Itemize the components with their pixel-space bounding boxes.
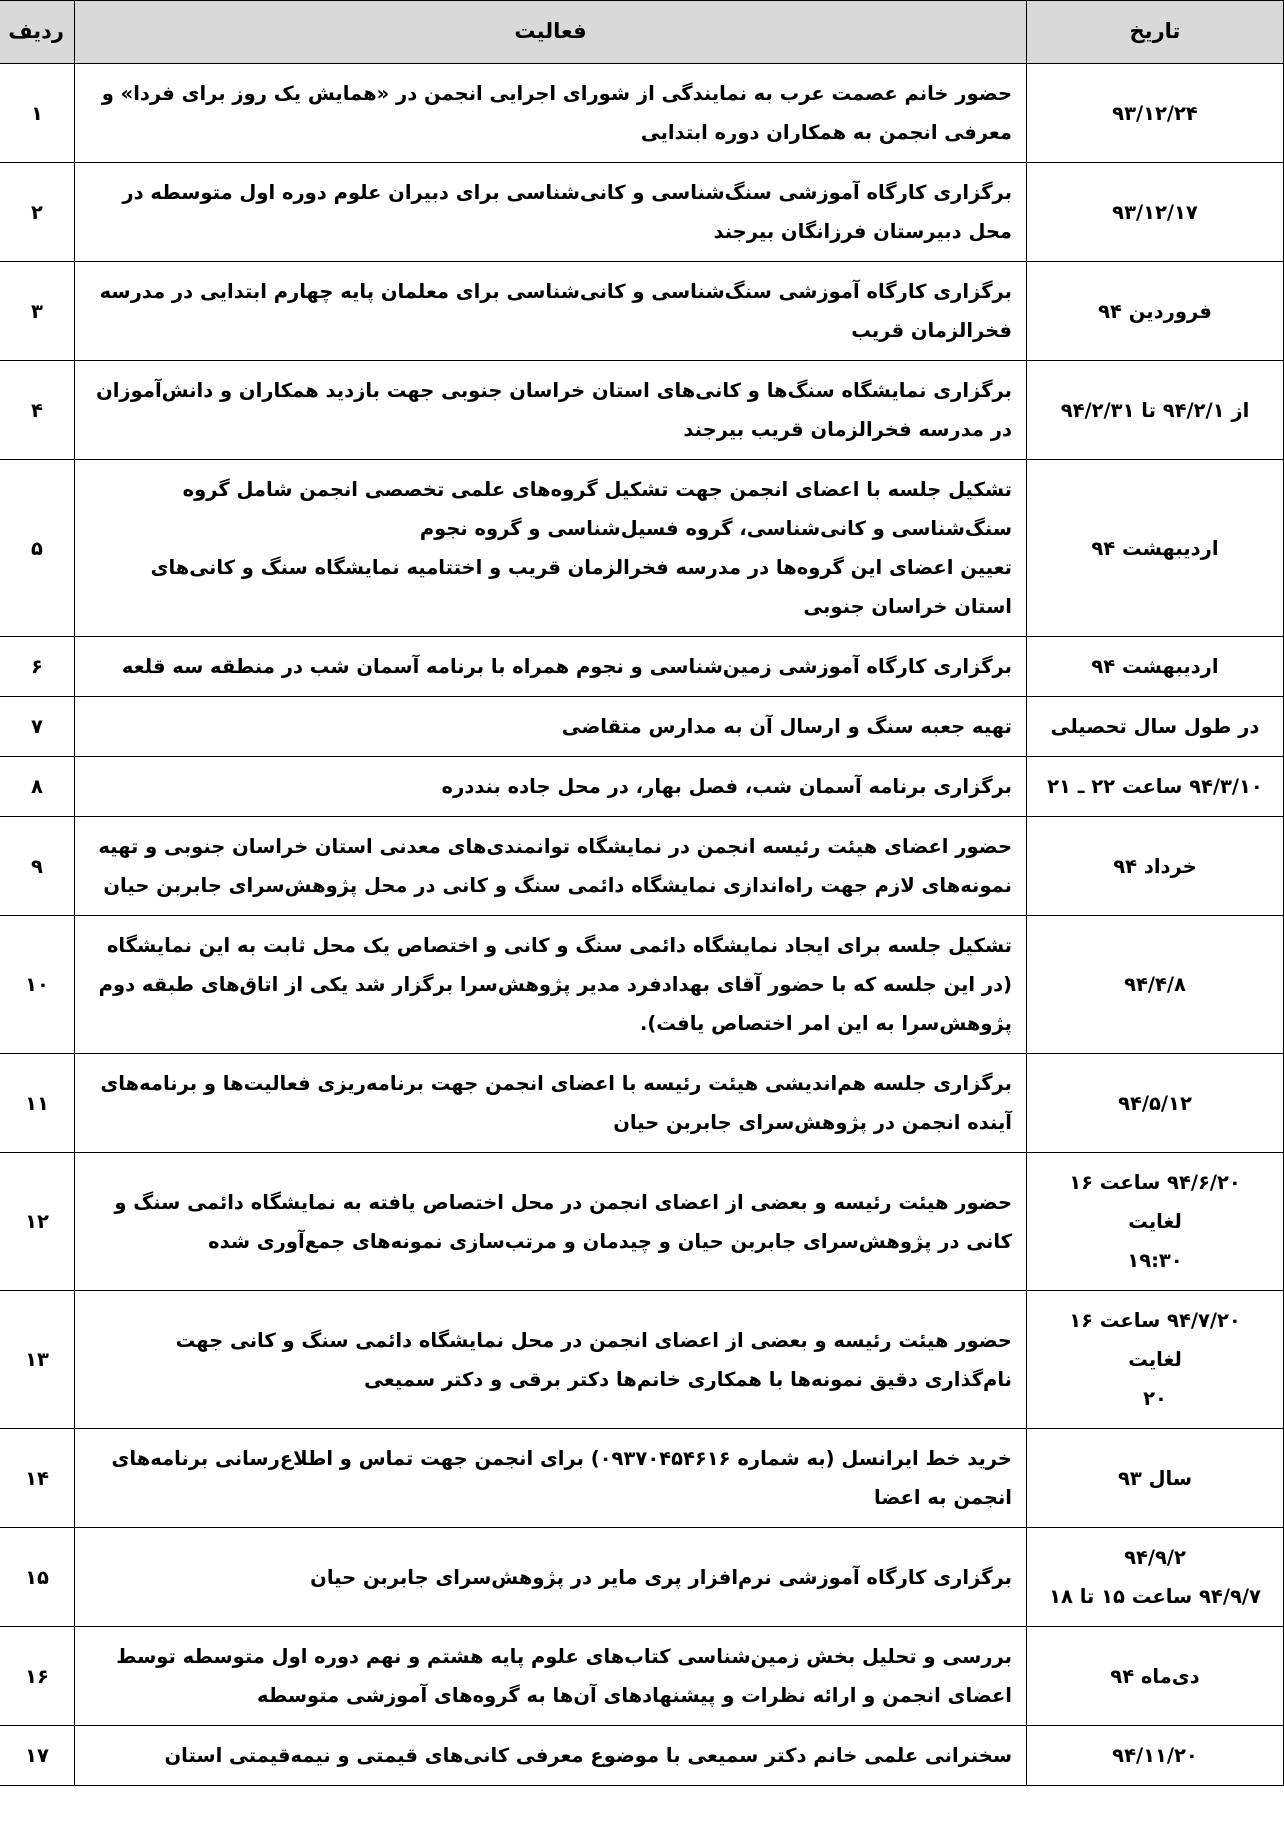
cell-activity [75, 637, 1027, 697]
date-line: اردیبهشت ۹۴ [1091, 655, 1219, 678]
date-line: در طول سال تحصیلی [1050, 715, 1260, 738]
cell-row-number: ۸ [0, 757, 75, 817]
activity-paragraph: حضور هیئت رئیسه و بعضی از اعضای انجمن در محل اختصاص یافته به نمایشگاه دائمی سنگ و کانی در پژوهش‌سرای جابربن حیان و چیدمان و مرتب‌سازی نمونه‌های جمع‌آوری شده [114, 1190, 1012, 1253]
date-line: ۲۰ [1143, 1387, 1167, 1410]
cell-date [1027, 1153, 1284, 1291]
date-line: سال ۹۳ [1117, 1466, 1193, 1490]
table-header-row [0, 1, 1284, 64]
cell-row-number: ۱۲ [0, 1153, 75, 1291]
cell-date [1027, 1627, 1284, 1726]
date-line: ۹۴/۶/۲۰ ساعت ۱۶ لغایت [1069, 1171, 1241, 1233]
date-line: ۹۴/۹/۲ [1124, 1546, 1186, 1569]
cell-row-number: ۹ [0, 817, 75, 916]
activity-paragraph: حضور اعضای هیئت رئیسه انجمن در نمایشگاه توانمندی‌های معدنی استان خراسان جنوبی و تهیه نمونه‌های لازم جهت راه‌اندازی نمایشگاه دائمی سنگ و کانی در محل پژوهش‌سرای جابربن حیان [98, 835, 1012, 897]
activity-paragraph: حضور خانم عصمت عرب به نمایندگی از شورای اجرایی انجمن در «همایش یک روز برای فردا» و معرفی انجمن به همکاران دوره ابتدایی [101, 82, 1012, 144]
table-row [0, 361, 1284, 460]
cell-activity [75, 1627, 1027, 1726]
activity-paragraph: حضور هیئت رئیسه و بعضی از اعضای انجمن در محل نمایشگاه دائمی سنگ و کانی جهت نام‌گذاری دقیق نمونه‌ها با همکاری خانم‌ها دکتر برقی و دکتر سمیعی [175, 1328, 1012, 1391]
cell-row-number: ۱۴ [0, 1429, 75, 1528]
cell-activity [75, 262, 1027, 361]
date-line: ۹۴/۵/۱۲ [1118, 1091, 1192, 1115]
cell-date [1027, 757, 1284, 817]
cell-activity [75, 916, 1027, 1054]
date-line: خرداد ۹۴ [1113, 854, 1197, 878]
activity-paragraph: برگزاری کارگاه آموزشی سنگ‌شناسی و کانی‌شناسی برای معلمان پایه چهارم ابتدایی در مدرسه فخرالزمان قریب [99, 280, 1012, 342]
column-header-activity: فعالیت [75, 1, 1027, 64]
date-line: ۹۴/۱۱/۲۰ [1112, 1744, 1198, 1767]
activity-paragraph: تعیین اعضای این گروه‌ها در مدرسه فخرالزمان قریب و اختتامیه نمایشگاه سنگ و کانی‌های استان خراسان جنوبی [150, 556, 1012, 618]
activity-paragraph: خرید خط ایرانسل (به شماره ۰۹۳۷۰۴۵۴۶۱۶) برای انجمن جهت تماس و اطلاع‌رسانی برنامه‌های انجمن به اعضا [111, 1447, 1012, 1509]
table-row [0, 1627, 1284, 1726]
table-row [0, 697, 1284, 757]
cell-activity [75, 1726, 1027, 1786]
cell-activity [75, 1429, 1027, 1528]
date-line: از ۹۴/۲/۱ تا ۹۴/۲/۳۱ [1060, 398, 1250, 422]
cell-activity [75, 1528, 1027, 1627]
cell-date [1027, 1429, 1284, 1528]
cell-date [1027, 460, 1284, 637]
date-line: ۱۹:۳۰ [1127, 1249, 1183, 1272]
date-line: ۹۴/۷/۲۰ ساعت ۱۶ لغایت [1069, 1309, 1241, 1371]
cell-row-number: ۴ [0, 361, 75, 460]
cell-row-number: ۱۵ [0, 1528, 75, 1627]
cell-row-number: ۱ [0, 64, 75, 163]
cell-date [1027, 1054, 1284, 1153]
cell-activity [75, 757, 1027, 817]
table-row [0, 1291, 1284, 1429]
cell-row-number: ۱۷ [0, 1726, 75, 1786]
table-body [0, 64, 1284, 1786]
table-row [0, 916, 1284, 1054]
cell-activity [75, 361, 1027, 460]
cell-row-number: ۳ [0, 262, 75, 361]
cell-row-number: ۲ [0, 163, 75, 262]
activity-paragraph: بررسی و تحلیل بخش زمین‌شناسی کتاب‌های علوم پایه هشتم و نهم دوره اول متوسطه توسط اعضای انجمن و ارائه نظرات و پیشنهادهای آن‌ها به گروه‌های آموزشی متوسطه [116, 1645, 1012, 1707]
activity-paragraph: برگزاری برنامه آسمان شب، فصل بهار، در محل جاده بنددره [441, 775, 1012, 798]
cell-date [1027, 817, 1284, 916]
table-header [0, 1, 1284, 64]
date-line: ۹۳/۱۲/۲۴ [1112, 101, 1198, 125]
cell-activity [75, 64, 1027, 163]
activity-paragraph: برگزاری نمایشگاه سنگ‌ها و کانی‌های استان خراسان جنوبی جهت بازدید همکاران و دانش‌آموزان در مدرسه فخرالزمان قریب بیرجند [96, 379, 1012, 441]
table-row [0, 1054, 1284, 1153]
cell-activity [75, 460, 1027, 637]
date-line: ۹۴/۴/۸ [1124, 973, 1186, 996]
table-row [0, 817, 1284, 916]
activity-paragraph: سخنرانی علمی خانم دکتر سمیعی با موضوع معرفی کانی‌های قیمتی و نیمه‌قیمتی استان [164, 1744, 1012, 1767]
cell-date [1027, 637, 1284, 697]
table-row [0, 757, 1284, 817]
table-row [0, 1528, 1284, 1627]
activity-paragraph: برگزاری جلسه هم‌اندیشی هیئت رئیسه با اعضای انجمن جهت برنامه‌ریزی فعالیت‌ها و برنامه‌های آینده انجمن در پژوهش‌سرای جابربن حیان [100, 1072, 1012, 1134]
cell-date [1027, 1528, 1284, 1627]
date-line: ۹۴/۹/۷ ساعت ۱۵ تا ۱۸ [1049, 1585, 1261, 1608]
cell-row-number: ۱۰ [0, 916, 75, 1054]
cell-row-number: ۱۱ [0, 1054, 75, 1153]
column-header-date: تاریخ [1027, 1, 1284, 64]
table-row [0, 163, 1284, 262]
table-row [0, 1429, 1284, 1528]
column-header-index: ردیف [0, 1, 75, 64]
activity-paragraph: تشکیل جلسه برای ایجاد نمایشگاه دائمی سنگ و کانی و اختصاص یک محل ثابت به این نمایشگاه (در این جلسه که با حضور آقای بهدادفرد مدیر پژوهش‌سرا برگزار شد یکی از اتاق‌های طبقه دوم پژوهش‌سرا به این امر اختصاص یافت). [98, 934, 1012, 1035]
table-row [0, 1726, 1284, 1786]
cell-activity [75, 817, 1027, 916]
cell-date [1027, 916, 1284, 1054]
cell-activity [75, 1153, 1027, 1291]
date-line: فروردین ۹۴ [1098, 299, 1212, 323]
cell-date [1027, 163, 1284, 262]
date-line: ۹۴/۳/۱۰ ساعت ۲۲ ـ ۲۱ [1047, 775, 1263, 798]
cell-date [1027, 1726, 1284, 1786]
activity-paragraph: تشکیل جلسه با اعضای انجمن جهت تشکیل گروه‌های علمی تخصصی انجمن شامل گروه سنگ‌شناسی و کانی‌شناسی، گروه فسیل‌شناسی و گروه نجوم [182, 478, 1012, 540]
cell-row-number: ۱۶ [0, 1627, 75, 1726]
cell-row-number: ۵ [0, 460, 75, 637]
cell-date [1027, 1291, 1284, 1429]
table-row [0, 1153, 1284, 1291]
cell-row-number: ۷ [0, 697, 75, 757]
cell-row-number: ۶ [0, 637, 75, 697]
date-line: دی‌ماه ۹۴ [1110, 1664, 1200, 1688]
date-line: ۹۳/۱۲/۱۷ [1112, 200, 1198, 224]
cell-activity [75, 697, 1027, 757]
cell-date [1027, 262, 1284, 361]
cell-date [1027, 361, 1284, 460]
cell-activity [75, 1291, 1027, 1429]
activity-paragraph: تهیه جعبه سنگ و ارسال آن به مدارس متقاضی [561, 715, 1012, 738]
table-row [0, 637, 1284, 697]
date-line: اردیبهشت ۹۴ [1091, 536, 1219, 560]
activity-paragraph: برگزاری کارگاه آموزشی زمین‌شناسی و نجوم همراه با برنامه آسمان شب در منطقه سه قلعه [121, 655, 1012, 678]
table-row [0, 460, 1284, 637]
activity-paragraph: برگزاری کارگاه آموزشی سنگ‌شناسی و کانی‌شناسی برای دبیران علوم دوره اول متوسطه در محل دبیرستان فرزانگان بیرجند [122, 181, 1012, 243]
cell-activity [75, 163, 1027, 262]
cell-date [1027, 64, 1284, 163]
activity-paragraph: برگزاری کارگاه آموزشی نرم‌افزار پری مایر در پژوهش‌سرای جابربن حیان [310, 1565, 1012, 1589]
table-row [0, 262, 1284, 361]
cell-row-number: ۱۳ [0, 1291, 75, 1429]
cell-date [1027, 697, 1284, 757]
table-row [0, 64, 1284, 163]
cell-activity [75, 1054, 1027, 1153]
